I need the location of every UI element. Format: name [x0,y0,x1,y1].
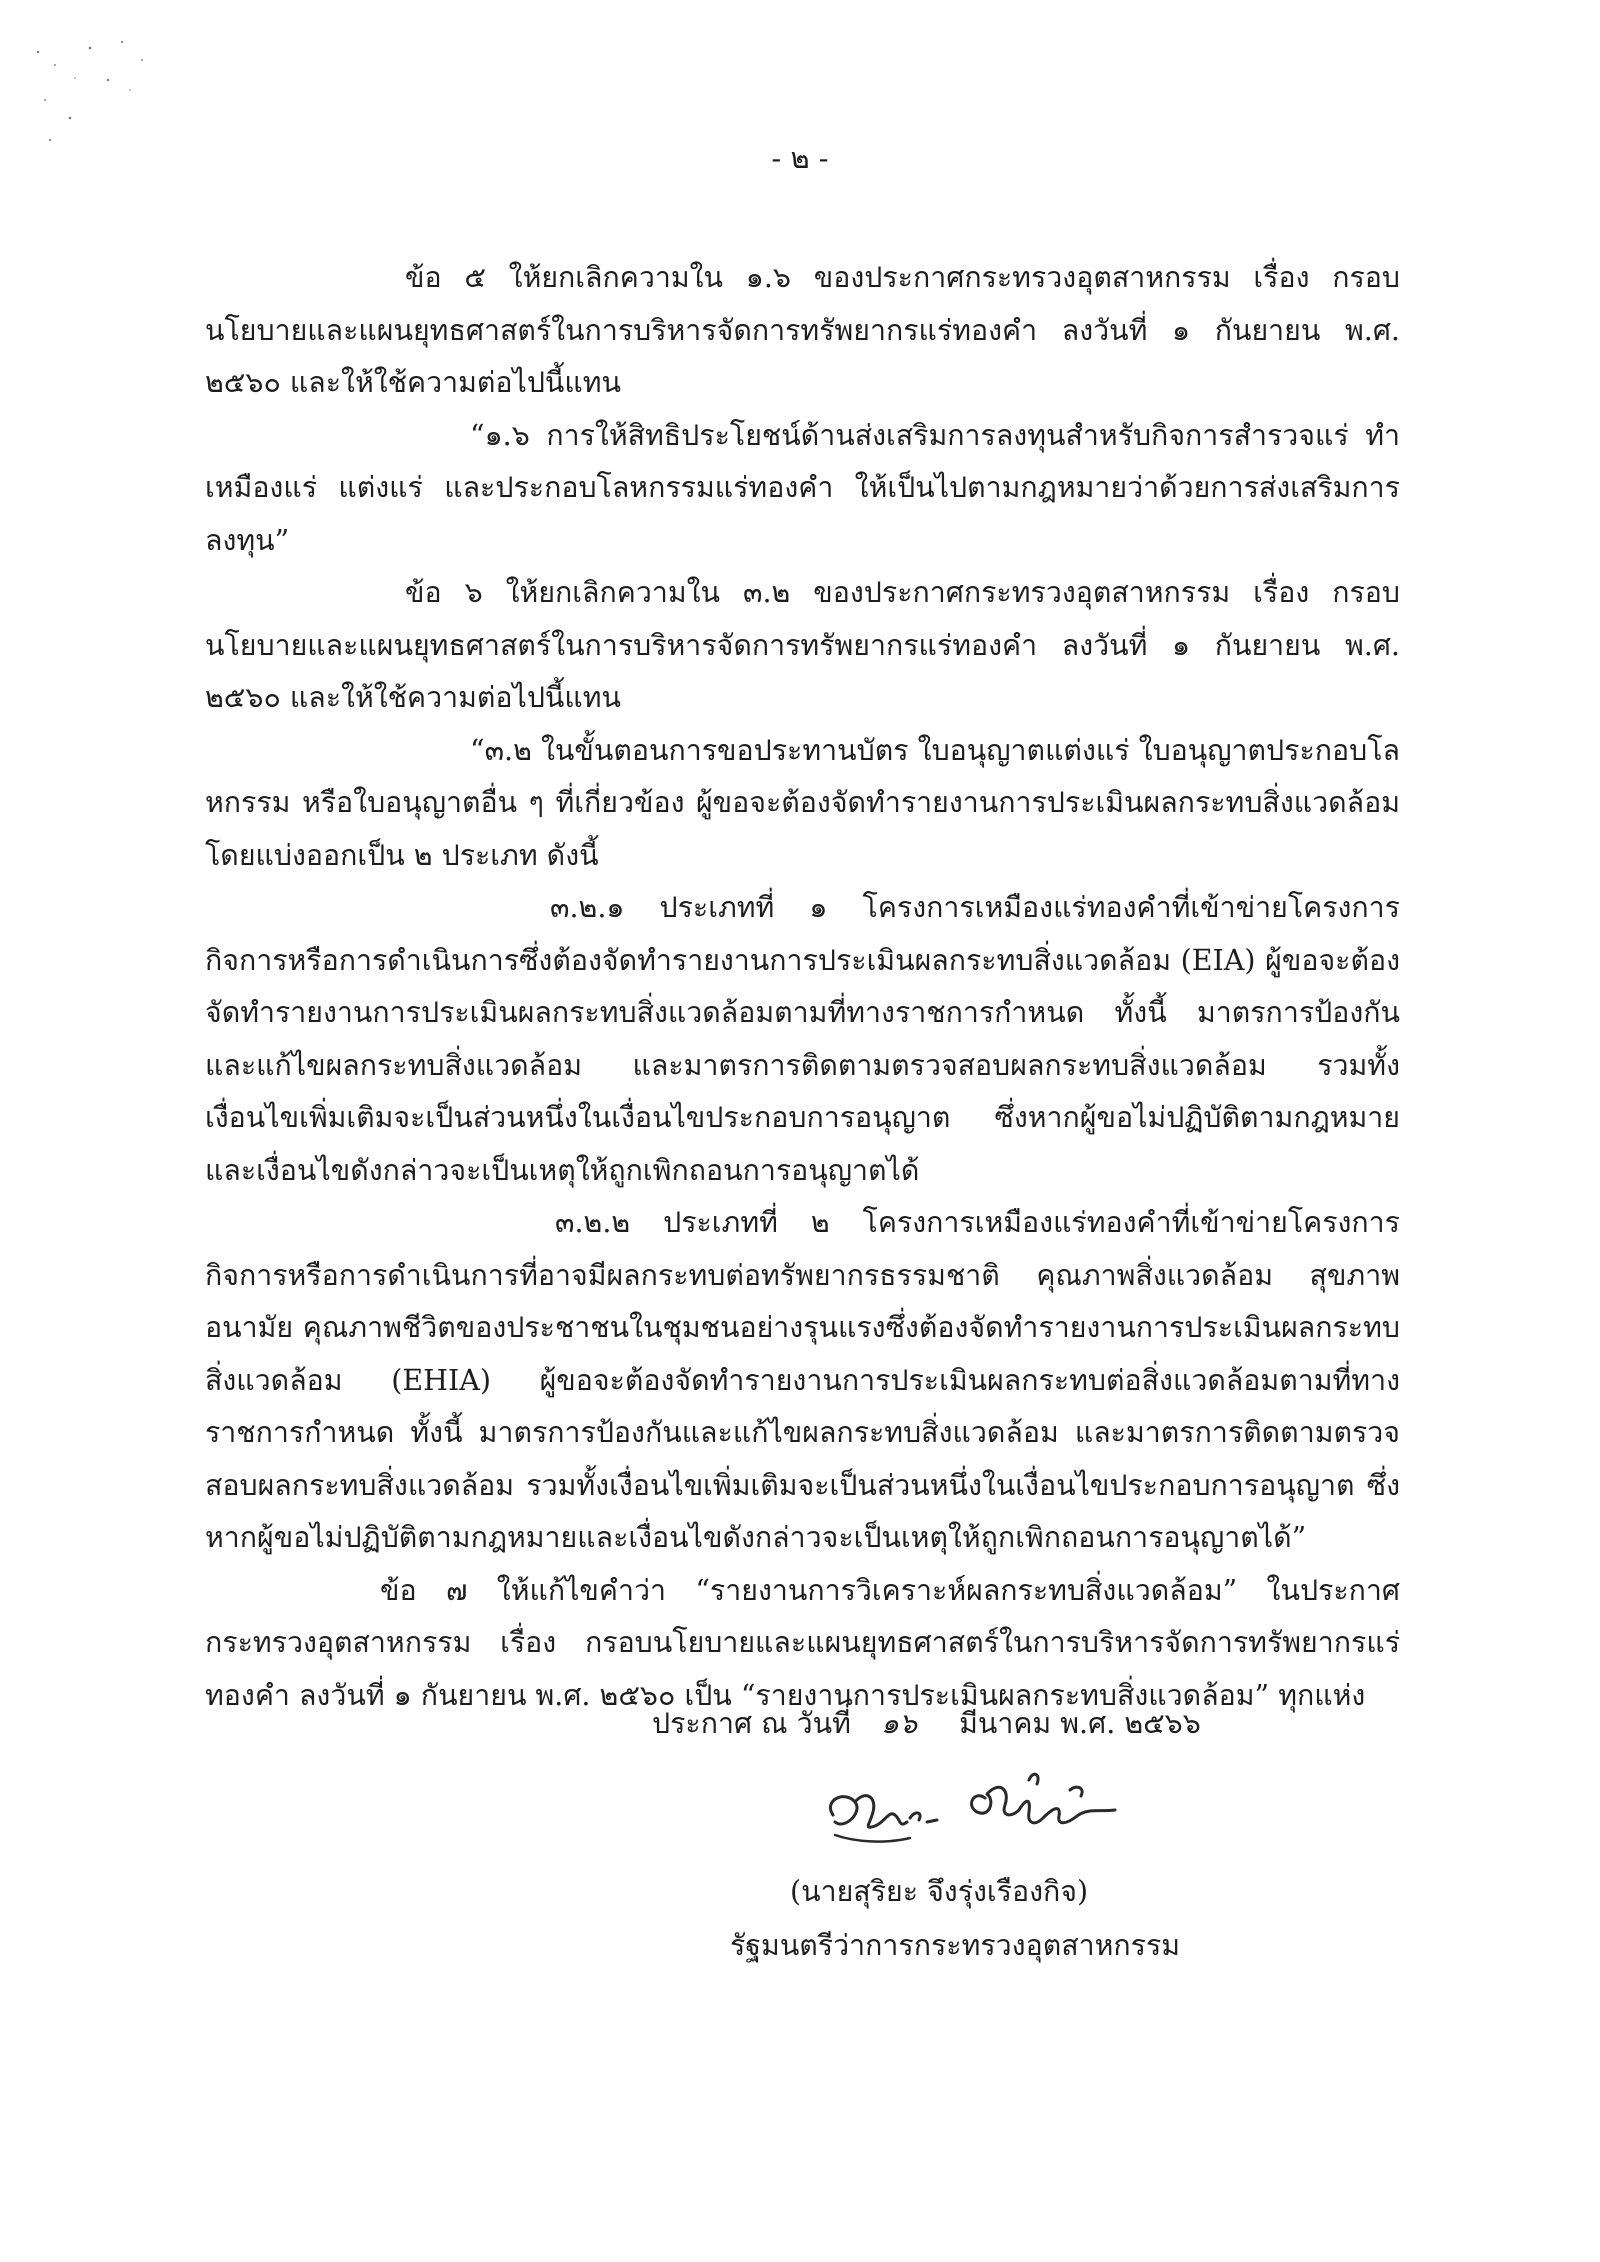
clause-3-2-1: ๓.๒.๑ ประเภทที่ ๑ โครงการเหมืองแร่ทองคำที่เข้าข่ายโครงการ กิจการหรือการดำเนินการซึ่งต้องจัดทำรายงานการประเมินผลกระทบสิ่งแวดล้อม (EIA) ผู้ขอจะต้องจัดทำรายงานการประเมินผลกระทบสิ่งแวดล้อมตามที่ทางราชการกำหนด ทั้งนี้ มาตรการป้องกันและแก้ไขผลกระทบสิ่งแวดล้อม และมาตรการติดตามตรวจสอบผลกระทบสิ่งแวดล้อม รวมทั้งเงื่อนไขเพิ่มเติมจะเป็นส่วนหนึ่งในเงื่อนไขประกอบการอนุญาต ซึ่งหากผู้ขอไม่ปฏิบัติตามกฎหมายและเงื่อนไขดังกล่าวจะเป็นเหตุให้ถูกเพิกถอนการอนุญาตได้ [205,891,1400,1187]
announce-prefix: ประกาศ ณ วันที่ [652,1707,851,1740]
clause-1-6-text: “๑.๖ การให้สิทธิประโยชน์ด้านส่งเสริมการลงทุนสำหรับกิจการสำรวจแร่ ทำเหมืองแร่ แต่งแร่ และประกอบโลหกรรมแร่ทองคำ ให้เป็นไปตามกฎหมายว่าด้วยการส่งเสริมการลงทุน” [205,418,1400,557]
page-number: - ๒ - [771,141,829,175]
clause-5: ข้อ ๕ ให้ยกเลิกความใน ๑.๖ ของประกาศกระทรวงอุตสาหกรรม เรื่อง กรอบนโยบายและแผนยุทธศาสตร์ในการบริหารจัดการทรัพยากรแร่ทองคำ ลงวันที่ ๑ กันยายน พ.ศ. ๒๕๖๐ และให้ใช้ความต่อไปนี้แทน [205,261,1400,399]
signer-name: (นายสุริยะ จึงรุ่งเรืองกิจ) [790,1875,1089,1908]
clause-6: ข้อ ๖ ให้ยกเลิกความใน ๓.๒ ของประกาศกระทรวงอุตสาหกรรม เรื่อง กรอบนโยบายและแผนยุทธศาสตร์ในการบริหารจัดการทรัพยากรแร่ทองคำ ลงวันที่ ๑ กันยายน พ.ศ. ๒๕๖๐ และให้ใช้ความต่อไปนี้แทน [205,576,1400,714]
document-body [205,252,1400,1722]
announcement-date [652,1700,1201,1746]
clause-3-2-2: ๓.๒.๒ ประเภทที่ ๒ โครงการเหมืองแร่ทองคำที่เข้าข่ายโครงการ กิจการหรือการดำเนินการที่อาจมีผลกระทบต่อทรัพยากรธรรมชาติ คุณภาพสิ่งแวดล้อม สุขภาพ อนามัย คุณภาพชีวิตของประชาชนในชุมชนอย่างรุนแรงซึ่งต้องจัดทำรายงานการประเมินผลกระทบสิ่งแวดล้อม (EHIA) ผู้ขอจะต้องจัดทำรายงานการประเมินผลกระทบต่อสิ่งแวดล้อมตามที่ทางราชการกำหนด ทั้งนี้ มาตรการป้องกันและแก้ไขผลกระทบสิ่งแวดล้อม และมาตรการติดตามตรวจสอบผลกระทบสิ่งแวดล้อม รวมทั้งเงื่อนไขเพิ่มเติมจะเป็นส่วนหนึ่งในเงื่อนไขประกอบการอนุญาต ซึ่งหากผู้ขอไม่ปฏิบัติตามกฎหมายและเงื่อนไขดังกล่าวจะเป็นเหตุให้ถูกเพิกถอนการอนุญาตได้” [205,1206,1400,1554]
handwritten-signature [815,1760,1145,1855]
signer-title: รัฐมนตรีว่าการกระทรวงอุตสาหกรรม [730,1929,1181,1962]
announce-month-year: มีนาคม พ.ศ. ๒๕๖๖ [959,1707,1201,1740]
clause-7: ข้อ ๗ ให้แก้ไขคำว่า “รายงานการวิเคราะห์ผลกระทบสิ่งแวดล้อม” ในประกาศกระทรวงอุตสาหกรรม เรื่อง กรอบนโยบายและแผนยุทธศาสตร์ในการบริหารจัดการทรัพยากรแร่ทองคำ ลงวันที่ ๑ กันยายน พ.ศ. ๒๕๖๐ เป็น “รายงานการประเมินผลกระทบสิ่งแวดล้อม” ทุกแห่ง [205,1573,1400,1712]
announce-day: ๑๖ [880,1707,918,1740]
scan-specks [30,30,170,150]
clause-3-2-text: “๓.๒ ในขั้นตอนการขอประทานบัตร ใบอนุญาตแต่งแร่ ใบอนุญาตประกอบโลหกรรม หรือใบอนุญาตอื่น ๆ ที่เกี่ยวข้อง ผู้ขอจะต้องจัดทำรายงานการประเมินผลกระทบสิ่งแวดล้อม โดยแบ่งออกเป็น ๒ ประเภท ดังนี้ [205,733,1400,872]
